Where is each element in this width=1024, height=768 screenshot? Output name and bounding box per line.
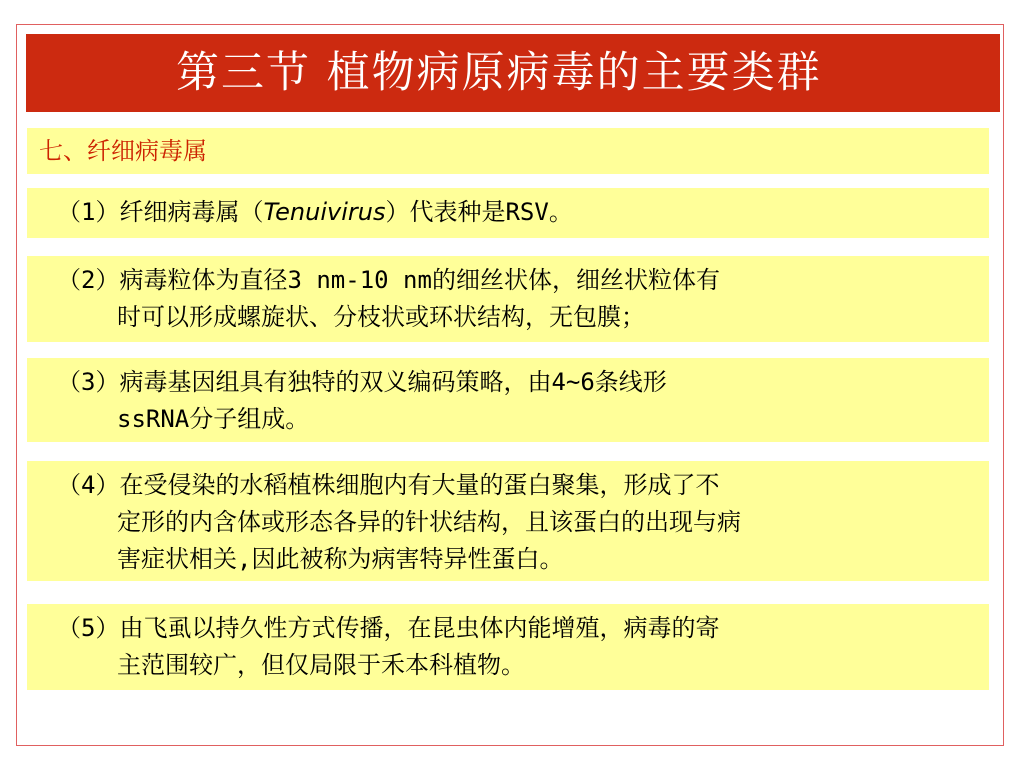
item-4-line-2: 定形的内含体或形态各异的针状结构，且该蛋白的出现与病 bbox=[117, 508, 741, 536]
section-heading-box bbox=[27, 128, 989, 174]
item-3-line-2: ssRNA分子组成。 bbox=[117, 405, 310, 433]
content-item-2 bbox=[27, 256, 989, 342]
section-heading: 七、纤细病毒属 bbox=[39, 137, 207, 165]
item-1-text-after: ）代表种是RSV。 bbox=[385, 198, 573, 226]
content-item-3 bbox=[27, 358, 989, 442]
item-1-genus-name: Tenuivirus bbox=[263, 198, 386, 226]
slide-title: 第三节 植物病原病毒的主要类群 bbox=[176, 48, 822, 98]
content-item-4 bbox=[27, 461, 989, 581]
item-1-text-before: （1）纤细病毒属（ bbox=[57, 198, 264, 226]
item-2-line-1: （2）病毒粒体为直径3 nm-10 nm的细丝状体，细丝状粒体有 bbox=[57, 266, 720, 294]
item-4-line-3: 害症状相关,因此被称为病害特异性蛋白。 bbox=[117, 545, 564, 573]
item-5-line-1: （5）由飞虱以持久性方式传播，在昆虫体内能增殖，病毒的寄 bbox=[57, 614, 720, 642]
content-item-1 bbox=[27, 188, 989, 238]
item-4-line-1: （4）在受侵染的水稻植株细胞内有大量的蛋白聚集，形成了不 bbox=[57, 471, 720, 499]
item-1-line-1 bbox=[57, 194, 979, 231]
content-item-5 bbox=[27, 604, 989, 690]
title-bar bbox=[26, 34, 1000, 112]
item-3-line-1: （3）病毒基因组具有独特的双义编码策略，由4~6条线形 bbox=[57, 368, 667, 396]
item-5-line-2: 主范围较广，但仅局限于禾本科植物。 bbox=[117, 651, 525, 679]
item-2-line-2: 时可以形成螺旋状、分枝状或环状结构，无包膜； bbox=[117, 303, 645, 331]
